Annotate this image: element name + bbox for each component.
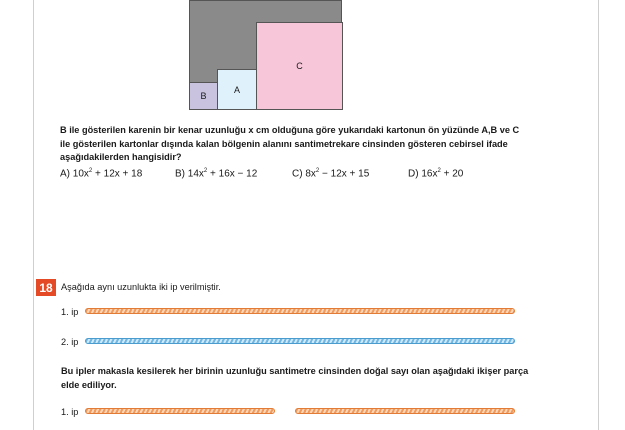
square-a-label: A — [233, 84, 240, 95]
question-18-text: Bu ipler makasla kesilerek her birinin uzunluğu santimetre cinsinden doğal sayı olan aşağıdaki ikişer parça elde ediliyor. — [61, 366, 529, 390]
rope-1-cut-label: 1. ip — [61, 407, 79, 417]
rope-2-label: 2. ip — [61, 337, 79, 347]
rope-2 — [85, 338, 515, 344]
square-c-label: C — [296, 61, 303, 71]
choice-b[interactable]: B) $14x^2 + 16x - 12$ — [175, 168, 258, 180]
question-18-intro: Aşağıda aynı uzunlukta iki ip verilmiştir. — [61, 282, 221, 292]
rope-1-piece-2 — [295, 408, 515, 414]
cardboard-figure — [189, 0, 343, 110]
rope-1-piece-1 — [85, 408, 275, 414]
question-18-number: 18 — [36, 279, 56, 296]
choice-a[interactable]: A) $10x^2 + 12x + 18$ — [60, 168, 143, 180]
choice-d[interactable]: D) $16x^2 + 20$ — [408, 168, 464, 180]
answer-choices — [60, 168, 530, 182]
page-margin-line-right — [598, 0, 599, 430]
rope-1 — [85, 308, 515, 314]
square-b-label: B — [200, 91, 207, 101]
square-c — [256, 22, 343, 110]
question-17-text: B ile gösterilen karenin bir kenar uzunluğu x cm olduğuna göre yukarıdaki kartonun ön yüzünde A,B ve C ile gösterilen kartonlar dışında kalan bölgenin alanını santimetrekare cinsinden gösteren cebirsel ifade aşağıdakilerden hangisidir? — [60, 125, 520, 162]
rope-1-label: 1. ip — [61, 307, 79, 317]
square-a — [217, 69, 257, 110]
page-margin-line-left — [33, 0, 34, 430]
square-b — [189, 82, 218, 110]
choice-c[interactable]: C) $8x^2 - 12x + 15$ — [292, 168, 370, 180]
